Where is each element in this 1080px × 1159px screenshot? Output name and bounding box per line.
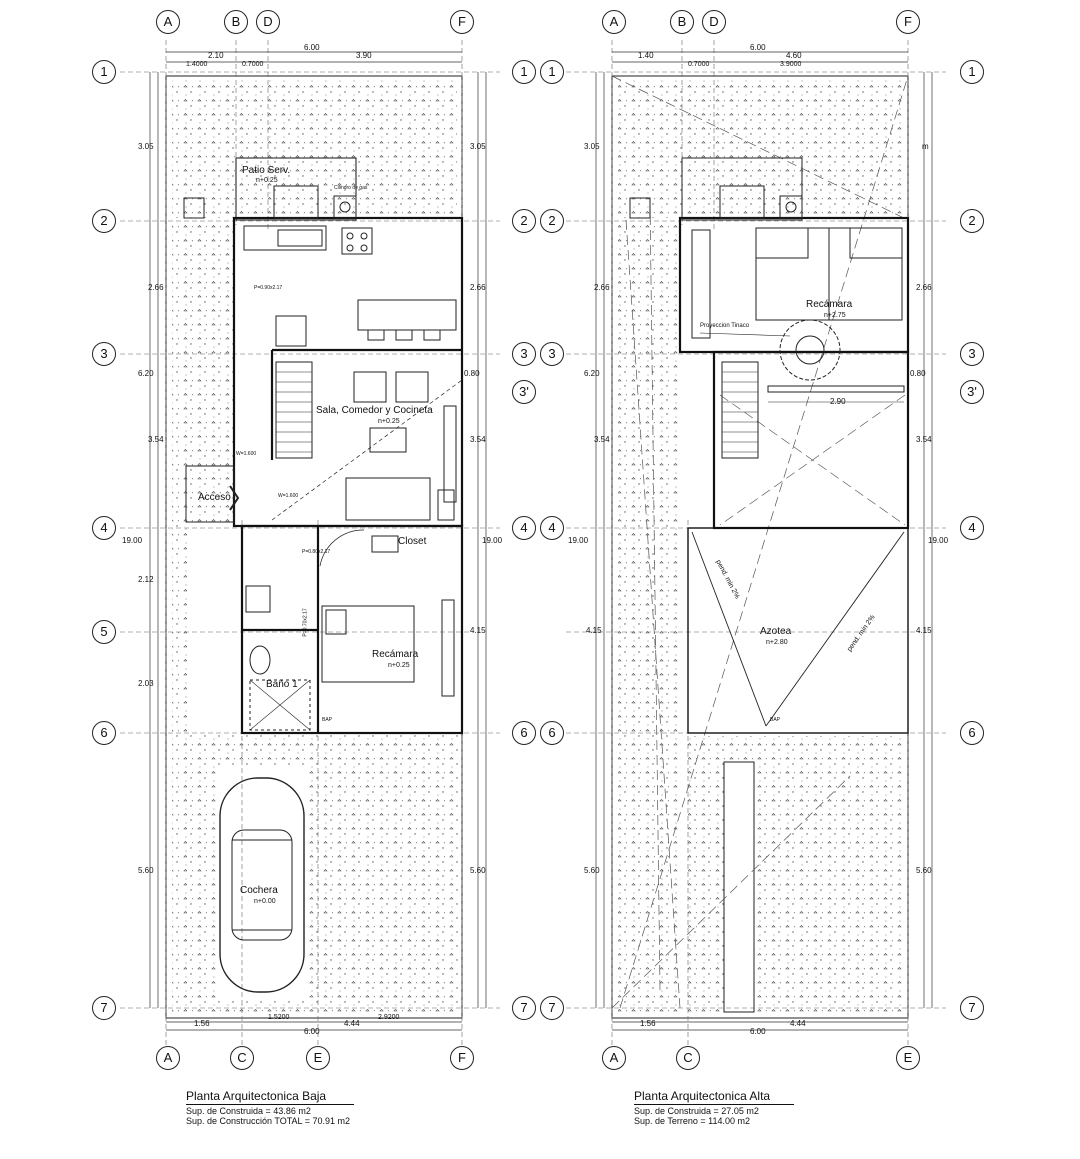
annotation: P=0.70x2.17 <box>302 608 309 637</box>
dim-label: 3.54 <box>916 435 932 444</box>
grid-bubble: E <box>306 1046 330 1070</box>
dim-label: 2.66 <box>148 283 164 292</box>
room-label: Azotea <box>760 626 792 637</box>
dim-label: 0.7000 <box>688 61 710 68</box>
plan-note: Sup. de Construida = 27.05 m2 <box>634 1106 759 1116</box>
dim-label: 19.00 <box>928 536 949 545</box>
level-label: n+0.00 <box>254 898 276 905</box>
dim-label: 3.05 <box>584 142 600 151</box>
dim-label: 2.66 <box>594 283 610 292</box>
annotation: BAP <box>770 717 781 723</box>
row-bubble: 2 <box>92 209 116 233</box>
grid-bubble: B <box>224 10 248 34</box>
dim-label: 1.4000 <box>186 61 208 68</box>
dim-label: 2.03 <box>138 679 154 688</box>
dim-label: 0.80 <box>464 369 480 378</box>
row-bubble: 2 <box>540 209 564 233</box>
plan-note: Sup. de Terreno = 114.00 m2 <box>634 1116 750 1126</box>
dim-label: 2.66 <box>470 283 486 292</box>
dim-label: 5.60 <box>138 866 154 875</box>
row-bubble: 6 <box>540 721 564 745</box>
room-label: Recámara <box>806 299 853 310</box>
room-label: Baño 1 <box>266 679 298 690</box>
row-bubble: 4 <box>92 516 116 540</box>
room-label: Cochera <box>240 885 278 896</box>
row-bubble: 2 <box>512 209 536 233</box>
dim-label: 19.00 <box>122 536 143 545</box>
row-bubble: 6 <box>92 721 116 745</box>
row-bubble: 7 <box>92 996 116 1020</box>
dim-label: 1.5200 <box>268 1014 290 1021</box>
grid-bubble: D <box>702 10 726 34</box>
grid-bubble: B <box>670 10 694 34</box>
level-label: n+0.25 <box>388 662 410 669</box>
grid-bubble: E <box>896 1046 920 1070</box>
dim-label: 0.7000 <box>242 61 264 68</box>
row-bubble: 4 <box>960 516 984 540</box>
row-bubble: 3 <box>960 342 984 366</box>
dim-label: 5.60 <box>584 866 600 875</box>
dim-label: 5.60 <box>470 866 486 875</box>
level-label: n+0.25 <box>378 418 400 425</box>
annotation: Proyeccion Tinaco <box>700 323 750 329</box>
dim-label: 4.44 <box>790 1019 806 1028</box>
row-bubble: 7 <box>512 996 536 1020</box>
dim-label: 19.00 <box>482 536 503 545</box>
dim-label: 4.60 <box>786 51 802 60</box>
dim-label: 1.40 <box>638 51 654 60</box>
grid-bubble: D <box>256 10 280 34</box>
dim-label: 3.54 <box>470 435 486 444</box>
annotation: W=1.600 <box>236 451 257 457</box>
row-bubble: 1 <box>512 60 536 84</box>
row-bubble: 1 <box>960 60 984 84</box>
row-bubble: 3 <box>540 342 564 366</box>
row-bubble: 7 <box>540 996 564 1020</box>
dim-label: 4.15 <box>916 626 932 635</box>
dim-label: m <box>922 142 929 151</box>
level-label: n+0.25 <box>256 177 278 184</box>
room-label: Sala, Comedor y Cocineta <box>316 405 433 416</box>
room-label: Patio Serv. <box>242 165 291 176</box>
dim-label: 3.05 <box>138 142 154 151</box>
row-bubble: 3' <box>512 380 536 404</box>
grid-bubble: A <box>602 1046 626 1070</box>
grid-bubble: F <box>450 10 474 34</box>
dim-label: 3.54 <box>148 435 164 444</box>
plan-title: Planta Arquitectonica Baja <box>186 1089 354 1105</box>
row-bubble: 3 <box>512 342 536 366</box>
dim-label: 6.20 <box>584 369 600 378</box>
row-bubble: 6 <box>512 721 536 745</box>
row-bubble: 5 <box>92 620 116 644</box>
dim-label: 6.00 <box>304 43 320 52</box>
plan-note: Sup. de Construcción TOTAL = 70.91 m2 <box>186 1116 351 1126</box>
plan-alta-geometry <box>566 40 949 1050</box>
annotation: P=0.80x2.17 <box>302 549 331 555</box>
dim-label: 2.66 <box>916 283 932 292</box>
dim-label: 6.20 <box>138 369 154 378</box>
plan-title: Planta Arquitectonica Alta <box>634 1089 794 1105</box>
dim-label: 0.80 <box>910 369 926 378</box>
plan-note: Sup. de Construida = 43.86 m2 <box>186 1106 311 1116</box>
row-bubble: 1 <box>540 60 564 84</box>
dim-label: 3.54 <box>594 435 610 444</box>
row-bubble: 4 <box>540 516 564 540</box>
room-label: Acceso <box>198 492 231 503</box>
room-label: Recámara <box>372 649 419 660</box>
dim-label: 4.44 <box>344 1019 360 1028</box>
dim-label: 4.15 <box>470 626 486 635</box>
dim-label: 6.00 <box>750 1027 766 1036</box>
room-label: Closet <box>398 536 427 547</box>
grid-bubble: C <box>676 1046 700 1070</box>
row-bubble: 3' <box>960 380 984 404</box>
row-bubble: 4 <box>512 516 536 540</box>
grid-bubble: C <box>230 1046 254 1070</box>
dim-label: 2.9200 <box>378 1014 400 1021</box>
annotation: W=1.600 <box>278 493 299 499</box>
grid-bubble: A <box>156 10 180 34</box>
dim-label: 1.56 <box>194 1019 210 1028</box>
grid-bubble: A <box>156 1046 180 1070</box>
row-bubble: 7 <box>960 996 984 1020</box>
row-bubble: 1 <box>92 60 116 84</box>
annotation: 2.90 <box>830 397 846 406</box>
annotation: P=0.90x2.17 <box>254 285 283 291</box>
dim-label: 6.00 <box>750 43 766 52</box>
annotation: Cilindro de gas <box>334 185 368 191</box>
grid-bubble: F <box>450 1046 474 1070</box>
annotation: pend. min 2% <box>714 558 741 601</box>
row-bubble: 6 <box>960 721 984 745</box>
grid-bubble: F <box>896 10 920 34</box>
level-label: n+2.80 <box>766 639 788 646</box>
dim-label: 3.90 <box>356 51 372 60</box>
grid-bubble: A <box>602 10 626 34</box>
row-bubble: 2 <box>960 209 984 233</box>
dim-label: 3.05 <box>470 142 486 151</box>
dim-label: 3.9000 <box>780 61 802 68</box>
row-bubble: 3 <box>92 342 116 366</box>
dim-label: 5.60 <box>916 866 932 875</box>
dim-label: 19.00 <box>568 536 589 545</box>
plan-baja-geometry <box>120 40 503 1050</box>
annotation: BAP <box>322 717 333 723</box>
dim-label: 2.12 <box>138 575 154 584</box>
dim-label: 6.00 <box>304 1027 320 1036</box>
dim-label: 1.56 <box>640 1019 656 1028</box>
annotation: pend. min 2% <box>846 613 877 654</box>
dim-label: 2.10 <box>208 51 224 60</box>
dim-label: 4.15 <box>586 626 602 635</box>
level-label: n+2.75 <box>824 312 846 319</box>
